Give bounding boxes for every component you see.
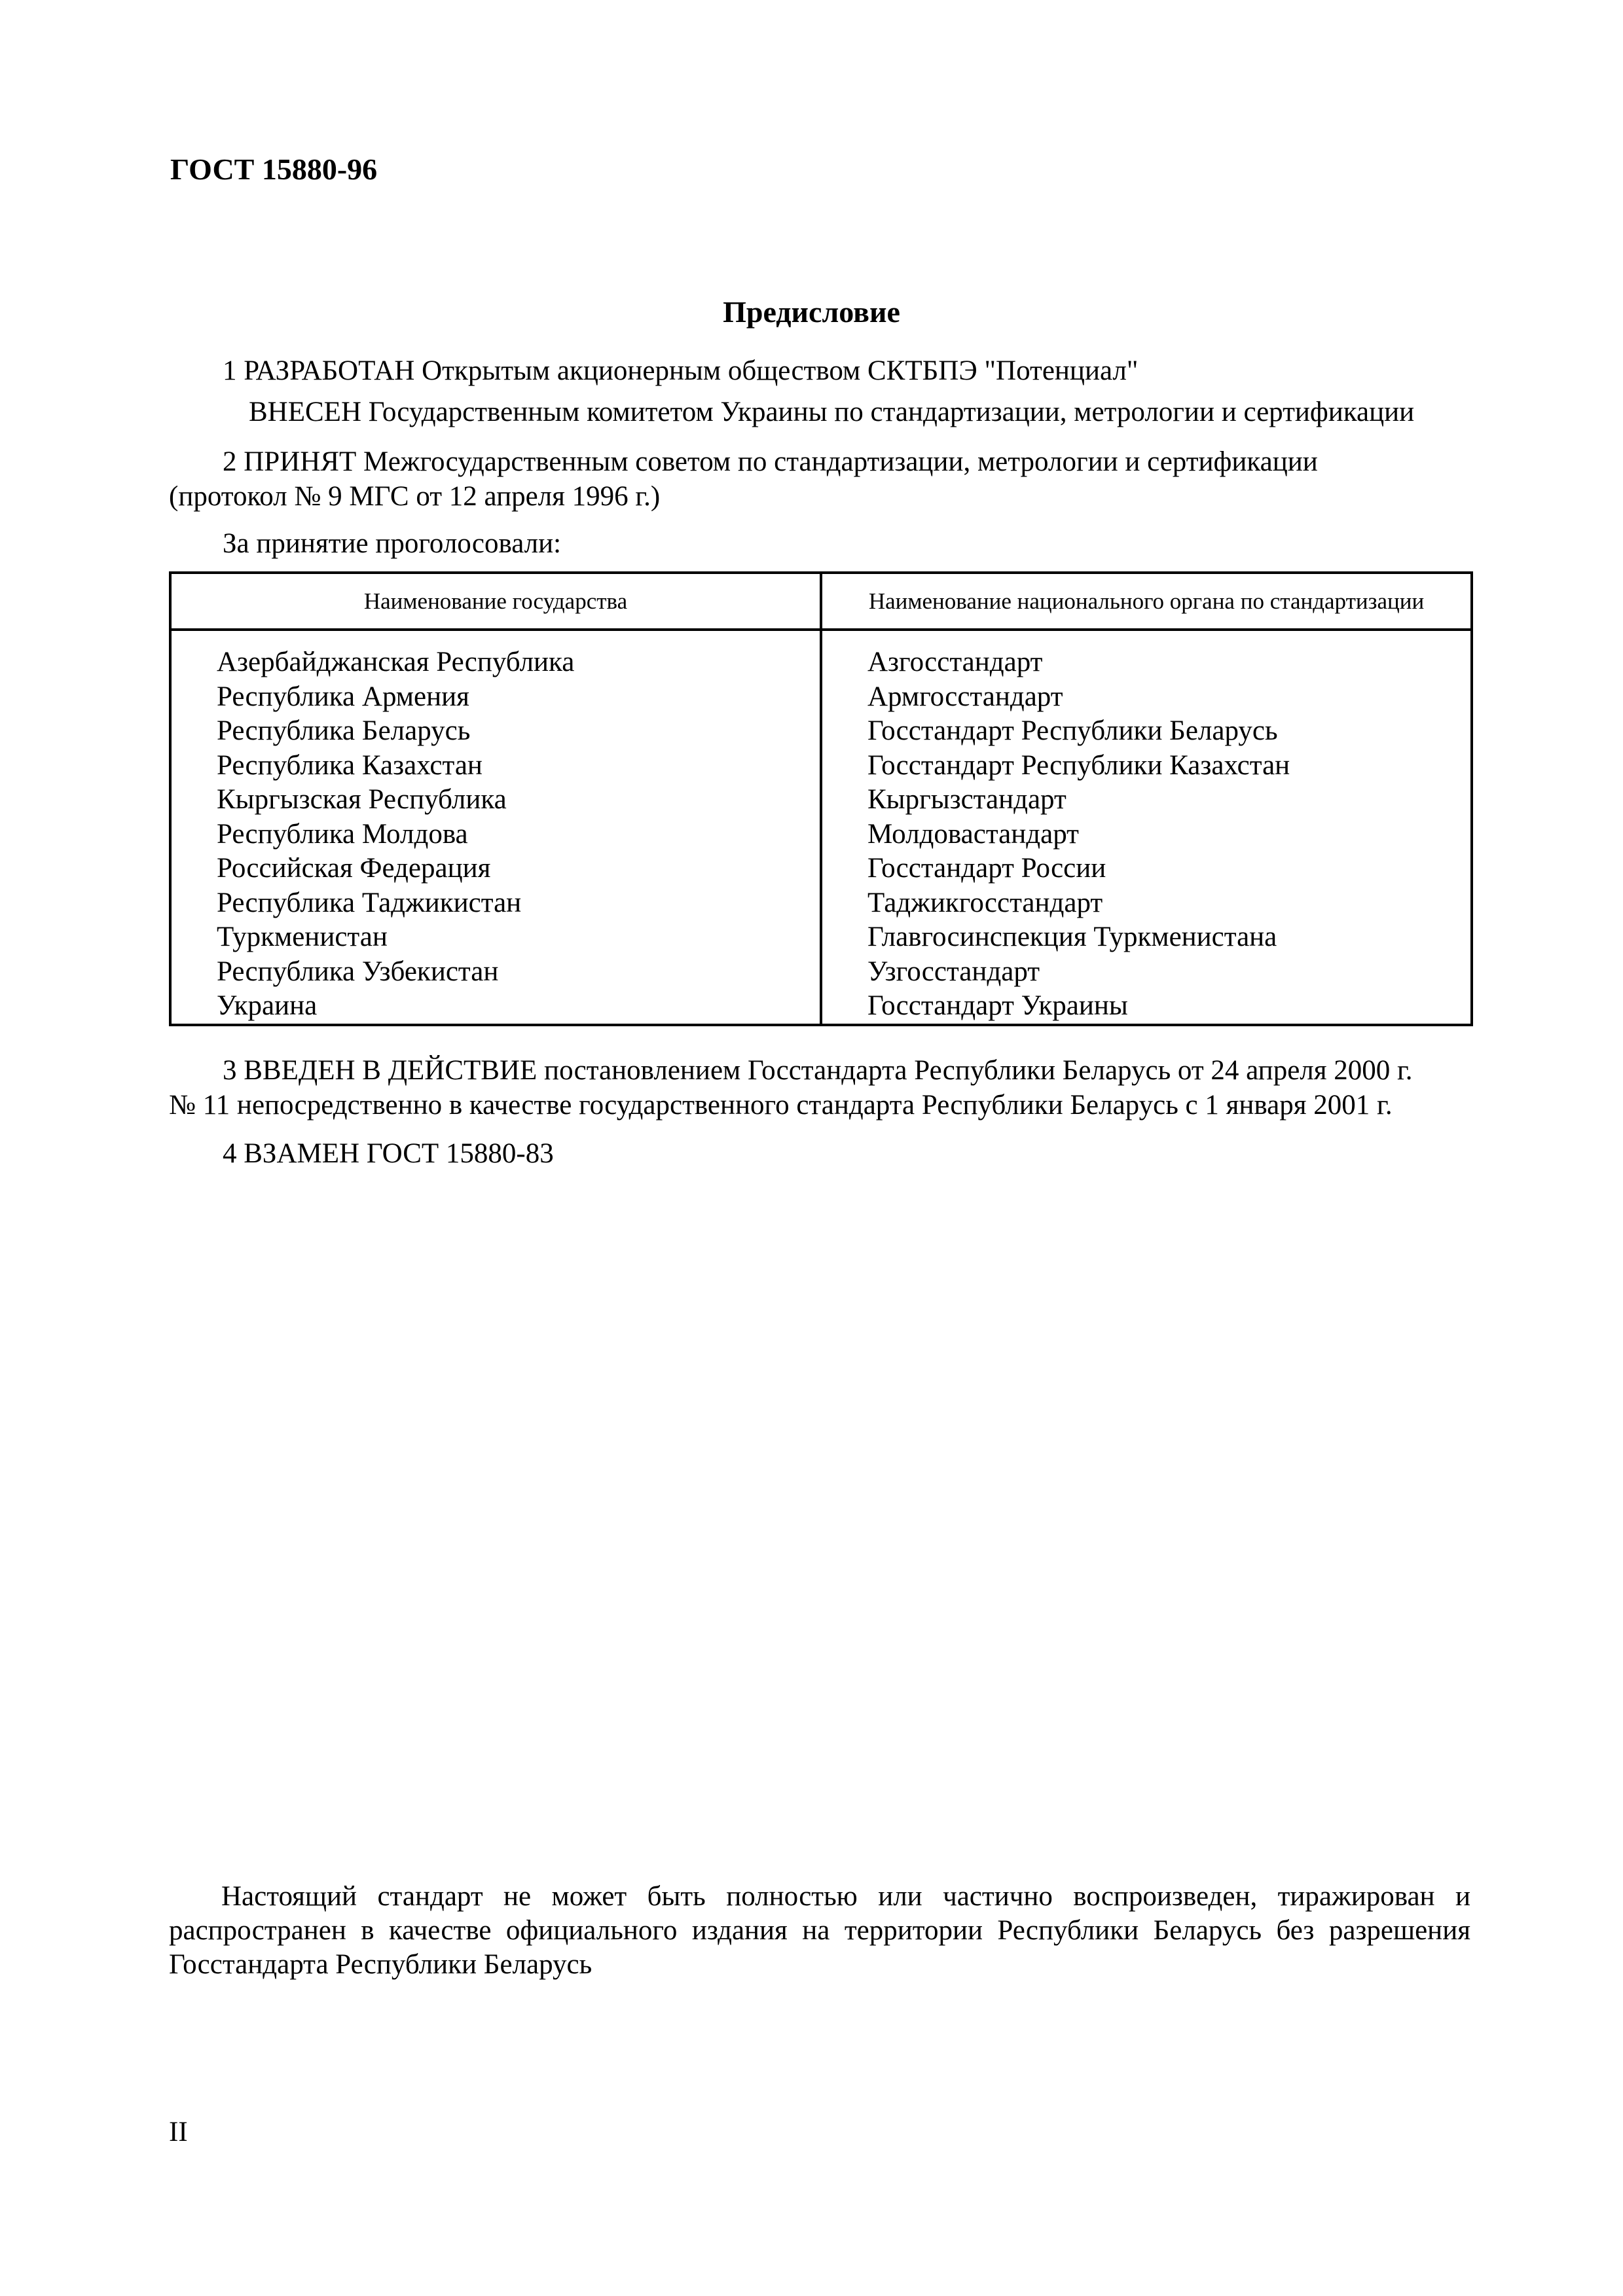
standards-body-name: Таджикгосстандарт (867, 887, 1103, 918)
standards-body-name: Госстандарт Республики Казахстан (867, 749, 1290, 781)
page-title: Предисловие (723, 295, 900, 329)
state-name: Туркменистан (217, 922, 388, 952)
state-name: Республика Беларусь (217, 715, 471, 746)
paragraph-1-developed: 1 РАЗРАБОТАН Открытым акционерным обществом СКТБПЭ "Потенциал" (223, 355, 1139, 386)
paragraph-1-introduced: ВНЕСЕН Государственным комитетом Украины по стандартизации, метрологии и сертификации (249, 397, 1415, 427)
paragraph-2-protocol: (протокол № 9 МГС от 12 апреля 1996 г.) (169, 481, 661, 512)
column-header-standards-body: Наименование национального органа по стандартизации (821, 573, 1472, 630)
standards-body-name: Молдовастандарт (867, 818, 1079, 850)
standards-body-name: Главгосинспекция Туркменистана (867, 922, 1277, 952)
standards-body-name: Госстандарт Республики Беларусь (867, 715, 1278, 746)
state-name: Республика Молдова (217, 818, 468, 850)
state-name: Республика Узбекистан (217, 956, 499, 987)
state-name: Российская Федерация (217, 853, 491, 884)
voting-states-table (169, 571, 1473, 1026)
page-number: II (169, 2117, 188, 2147)
standards-body-name: Госстандарт России (867, 853, 1106, 884)
state-name: Азербайджанская Республика (217, 647, 575, 677)
column-header-state: Наименование государства (170, 573, 821, 630)
table-body-row (170, 630, 1472, 1025)
document-code-header: ГОСТ 15880-96 (170, 152, 378, 186)
state-name: Украина (217, 990, 318, 1021)
paragraph-3-decree: № 11 непосредственно в качестве государственного стандарта Республики Беларусь с 1 января 2001 г. (169, 1090, 1393, 1121)
state-names-column (170, 630, 821, 1025)
standards-body-name: Армгосстандарт (867, 681, 1063, 712)
paragraph-3-effective: 3 ВВЕДЕН В ДЕЙСТВИЕ постановлением Госстандарта Республики Беларусь от 24 апреля 2000 г. (223, 1055, 1413, 1086)
state-name: Кыргызская Республика (217, 784, 507, 815)
paragraph-4-replaces: 4 ВЗАМЕН ГОСТ 15880-83 (223, 1138, 554, 1169)
paragraph-2-accepted: 2 ПРИНЯТ Межгосударственным советом по стандартизации, метрологии и сертификации (223, 446, 1318, 477)
state-name: Республика Таджикистан (217, 887, 522, 918)
table-header-row (170, 573, 1472, 630)
vote-intro: За принятие проголосовали: (223, 528, 562, 559)
standards-body-name: Узгосстандарт (867, 956, 1040, 987)
state-name: Республика Казахстан (217, 749, 483, 781)
reproduction-notice: Настоящий стандарт не может быть полностью или частично воспроизведен, тиражирован и распространен в качестве официального издания на территории Республики Беларусь без разрешения Госстандарта Республики Беларусь (169, 1881, 1470, 1980)
standards-body-name: Госстандарт Украины (867, 990, 1128, 1021)
standards-body-name: Азгосстандарт (867, 647, 1043, 677)
state-name: Республика Армения (217, 681, 469, 712)
standards-body-name: Кыргызстандарт (867, 784, 1067, 815)
standards-bodies-column (821, 630, 1472, 1025)
